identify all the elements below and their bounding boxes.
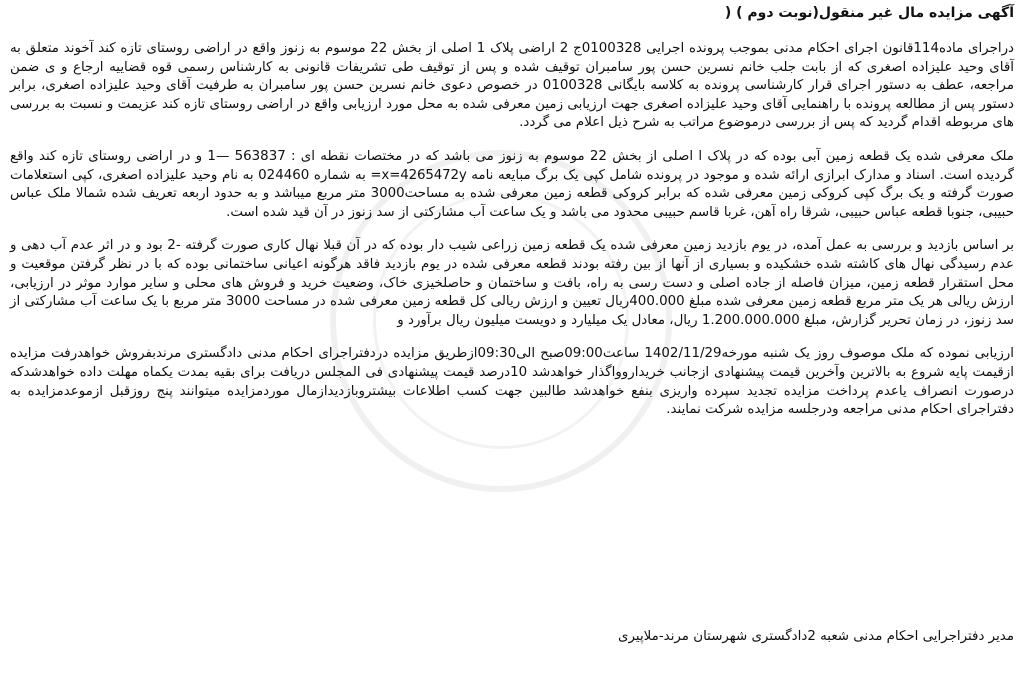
paragraph-property-description: ملک معرفی شده یک قطعه زمین آبی بوده که در پلاک ا اصلی از بخش 22 موسوم به زنوز می باشد که در مختصات نقطه ای : 563837 —1 و در اراضی روستای تازه کند واقع گردیده است. اسناد و مدارک ابرازی ارائه شده و موجود در پرونده شامل کپی یک برگ مبایعه نامه x=4265472y= به شماره 024460 به نام وحید علیزاده اصغری، کپی استعلامات صورت گرفته و یک برگ کپی کروکی زمین معرفی شده که برابر کروکی قطعه زمین معرفی شده به مساحت3000 متر مربع میباشد و به حدود اربعه تعریف شده شمالا ملک عباس حبیبی، جنوبا قطعه عباس حبیبی، شرقا راه آهن، غربا قاسم حبیبی محدود می باشد و یک ساعت آب مشارکتی از سد زنوز در آن قید شده است. (10, 148, 1014, 220)
paragraph-intro: دراجرای ماده114قانون اجرای احکام مدنی بموجب پرونده اجرایی 0100328ج 2 اراضی پلاک 1 اصلی از بخش 22 موسوم به زنوز واقع در اراضی روستای تازه کند آخوند متعلق به آقای وحید علیزاده اصغری که از بابت جلب خانم نسرین حسن پور سامبران توقیف شده و پس از توقیف طی تشریفات قانونی به کارشناس رسمی قوه قضاییه ارجاع و ی ضمن مراجعه، عطف به دستور اجرای قرار کارشناسی پرونده به کلاسه بایگانی 0100328 در خصوص دعوی خانم نسرین حسن پور سامبران به طرفیت آقای وحید علیزاده اصغری، برابر دستور پس از مطالعه پرونده با راهنمایی آقای وحید علیزاده اصغری جهت ارزیابی زمین معرفی شده به محل مورد ارزیابی واقع در اراضی روستای تازه کند عزیمت و نسبت به بررسی های مربوطه اقدام گردید که پس از بررسی درموضوع مراتب به شرح ذیل اعلام می گردد. (10, 41, 1014, 131)
paragraph-appraisal: بر اساس بازدید و بررسی به عمل آمده، در یوم بازدید زمین معرفی شده یک قطعه زمین زراعی شیب دار بوده که در آن قبلا نهال کاری صورت گرفته -2 بود و در اثر عدم آب دهی و عدم رسیدگی نهال های کاشته شده خشکیده و بسیاری از آنها از بین رفته بودند قطعه معرفی شده در یوم بازدید فاقد هرگونه اعیانی ساختمانی بوده که با در نظر گرفتن موقعیت و محل استقرار قطعه زمین، میزان فاصله از جاده اصلی و دست رسی به راه، بافت و ساختمان و حاصلخیزی خاک، وضعیت خرید و فروش های محلی و سایر موارد موثر در ارزیابی، ارزش ریالی هر یک متر مربع قطعه زمین معرفی شده مبلغ 400.000ریال تعیین و ارزش ریالی کل قطعه زمین معرفی شده در مساحت 3000 متر مربع با یک ساعت آب مشارکتی از سد زنوز، در زمان تحریر گزارش، مبلغ 1.200.000.000 ریال، معادل یک میلیارد و دویست میلیون ریال برآورد و (10, 238, 1014, 328)
paragraph-auction-terms: ارزیابی نموده که ملک موصوف روز یک شنبه مورخه1402/11/29 ساعت09:00صبح الی09:30ازطریق مزایده دردفتراجرای احکام مدنی دادگستری مرندبفروش خواهدرفت مزایده ازقیمت پایه شروع به بالاترین وآخرین قیمت پیشنهادی ازجانب خریداروواگذار خواهدشد 10درصد قیمت پیشنهادی فی المجلس دریافت برای بقیه بمدت یکماه مهلت داده خواهدشدکه درصورت انصراف یاعدم پرداخت مزایده تجدید سپرده واریزی بنفع خواهدشد طالبین جهت کسب اطلاعات بیشتروبازدیدازمال موردمزایده میتوانند پنج روزقبل ازموعدمزایده به دفتراجرای احکام مدنی مراجعه ودرجلسه مزایده شرکت نمایند. (10, 346, 1014, 418)
signature-line: مدیر دفتراجرایی احکام مدنی شعبه 2دادگستری شهرستان مرند-ملاپیری (618, 629, 1014, 644)
auction-notice (10, 4, 1014, 435)
notice-title: آگهی مزایده مال غیر منقول(نوبت دوم ) ( (724, 5, 1014, 21)
